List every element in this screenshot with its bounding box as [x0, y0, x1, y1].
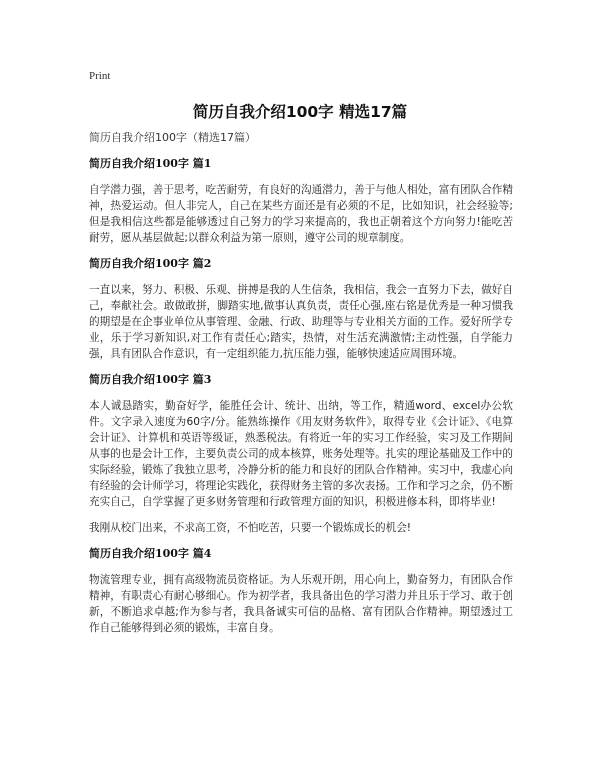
- paragraph: 自学潜力强，善于思考，吃苦耐劳，有良好的沟通潜力，善于与他人相处，富有团队合作精神，热爱运动。但人非完人，自己在某些方面还是有必须的不足，比如知识，社会经验等;但是我相信这些都是能够透过自己努力的学习来提高的，我也正朝着这个方向努力!能吃苦耐劳，愿从基层做起;以群众利益为第一原则，遵守公司的规章制度。: [89, 184, 513, 244]
- section-3: [89, 372, 513, 536]
- section-heading: 简历自我介绍100字 篇3: [89, 373, 212, 386]
- section-2: [89, 256, 513, 362]
- section-4: [89, 546, 513, 636]
- paragraph: 物流管理专业，拥有高级物流员资格证。为人乐观开朗，用心向上，勤奋努力，有团队合作精神，有职责心有耐心够细心。作为初学者，我具备出色的学习潜力并且乐于学习、敢于创新，不断追求卓越;作为参与者，我具备诚实可信的品格、富有团队合作精神。期望透过工作自己能够得到必须的锻炼，丰富自身。: [89, 574, 513, 634]
- document-subtitle: 简历自我介绍100字（精选17篇）: [89, 131, 256, 144]
- section-heading: 简历自我介绍100字 篇1: [89, 157, 212, 170]
- section-heading: 简历自我介绍100字 篇4: [89, 547, 212, 560]
- document-body: [89, 130, 513, 648]
- section-heading: 简历自我介绍100字 篇2: [89, 257, 212, 270]
- print-link[interactable]: Print: [89, 70, 111, 82]
- section-1: [89, 156, 513, 246]
- paragraph: 我刚从校门出来，不求高工资，不怕吃苦，只要一个锻炼成长的机会!: [89, 522, 412, 534]
- document-title: 简历自我介绍100字 精选17篇: [192, 103, 408, 121]
- paragraph: 本人诚恳踏实，勤奋好学，能胜任会计、统计、出纳，等工作，精通word、excel办公软件。文字录入速度为60字/分。能熟练操作《用友财务软件》，取得专业《会计证》、《电算会计证》、计算机和英语等级证，熟悉税法。有将近一年的实习工作经验，实习及工作期间从事的也是会计工作，主要负责公司的成本核算，账务处理等。扎实的理论基础及工作中的实际经验，锻炼了我独立思考，冷静分析的能力和良好的团队合作精神。实习中，我虚心向有经验的会计师学习，将理论实践化，获得财务主管的多次表扬。工作和学习之余，仍不断充实自己，自学掌握了更多财务管理和行政管理方面的知识，积极进修本科，即将毕业!: [89, 400, 513, 508]
- paragraph: 一直以来，努力、积极、乐观、拼搏是我的人生信条，我相信，我会一直努力下去，做好自己，奉献社会。敢做敢拼，脚踏实地,做事认真负责，责任心强,座右铭是优秀是一种习惯我的期望是在企事业单位从事管理、金融、行政、助理等与专业相关方面的工作。爱好所学专业，乐于学习新知识,对工作有责任心;踏实，热情，对生活充满激情;主动性强，自学能力强，具有团队合作意识，有一定组织能力,抗压能力强，能够快速适应周围环境。: [89, 284, 513, 360]
